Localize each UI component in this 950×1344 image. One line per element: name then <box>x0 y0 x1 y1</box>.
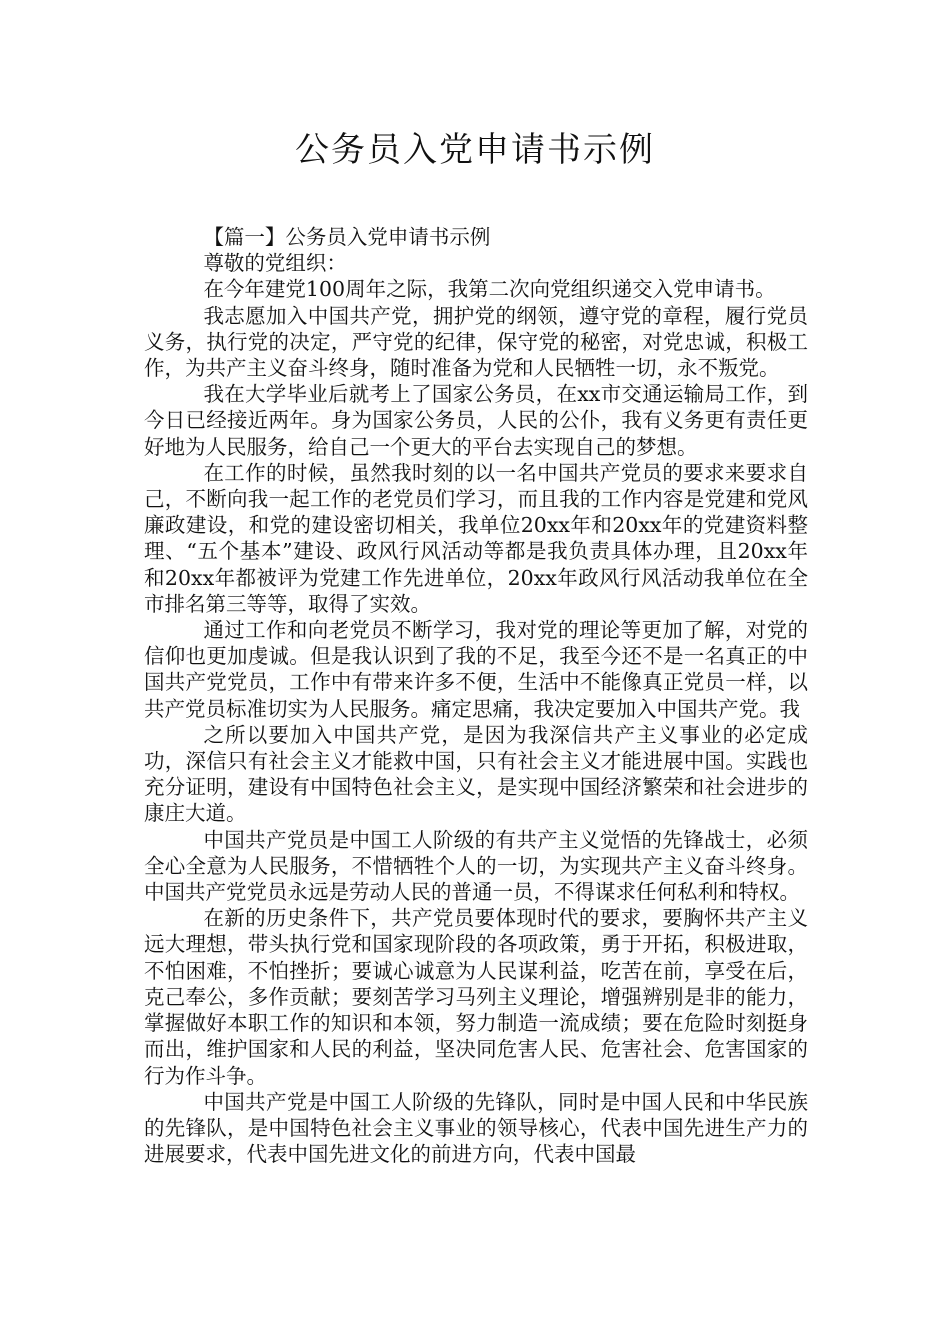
paragraph: 在工作的时候，虽然我时刻的以一名中国共产党员的要求来要求自己，不断向我一起工作的老党员们学习，而且我的工作内容是党建和党风廉政建设，和党的建设密切相关，我单位20xx年和20xx年的党建资料整理、“五个基本”建设、政风行风活动等都是我负责具体办理，且20xx年和20xx年都被评为党建工作先进单位，20xx年政风行风活动我单位在全市排名第三等等，取得了实效。 <box>144 460 808 616</box>
paragraph: 我在大学毕业后就考上了国家公务员，在xx市交通运输局工作，到今日已经接近两年。身为国家公务员，人民的公仆，我有义务更有责任更好地为人民服务，给自己一个更大的平台去实现自己的梦想。 <box>144 382 808 459</box>
salutation: 尊敬的党组织： <box>203 251 347 276</box>
document-body <box>144 224 808 1167</box>
document-title: 公务员入党申请书示例 <box>295 130 655 170</box>
section-heading: 【篇一】公务员入党申请书示例 <box>203 225 491 249</box>
paragraph: 在新的历史条件下，共产党员要体现时代的要求，要胸怀共产主义远大理想，带头执行党和国家现阶段的各项政策，勇于开拓，积极进取，不怕困难，不怕挫折；要诚心诚意为人民谋利益，吃苦在前，享受在后，克己奉公，多作贡献；要刻苦学习马列主义理论，增强辨别是非的能力，掌握做好本职工作的知识和本领，努力制造一流成绩；要在危险时刻挺身而出，维护国家和人民的利益，坚决同危害人民、危害社会、危害国家的行为作斗争。 <box>144 906 808 1088</box>
paragraph: 通过工作和向老党员不断学习，我对党的理论等更加了解，对党的信仰也更加虔诚。但是我认识到了我的不足，我至今还不是一名真正的中国共产党党员，工作中有带来许多不便，生活中不能像真正党员一样，以共产党员标准切实为人民服务。痛定思痛，我决定要加入中国共产党。我 <box>144 618 808 721</box>
paragraph: 中国共产党是中国工人阶级的先锋队，同时是中国人民和中华民族的先锋队，是中国特色社会主义事业的领导核心，代表中国先进生产力的进展要求，代表中国先进文化的前进方向，代表中国最 <box>144 1089 808 1167</box>
paragraph: 我志愿加入中国共产党，拥护党的纲领，遵守党的章程，履行党员义务，执行党的决定，严守党的纪律，保守党的秘密，对党忠诚，积极工作，为共产主义奋斗终身，随时准备为党和人民牺牲一切，永不叛党。 <box>144 303 808 381</box>
paragraph: 之所以要加入中国共产党，是因为我深信共产主义事业的必定成功，深信只有社会主义才能救中国，只有社会主义才能进展中国。实践也充分证明，建设有中国特色社会主义，是实现中国经济繁荣和社会进步的康庄大道。 <box>144 722 808 826</box>
paragraph: 在今年建党100周年之际，我第二次向党组织递交入党申请书。 <box>203 277 776 302</box>
paragraph: 中国共产党员是中国工人阶级的有共产主义觉悟的先锋战士，必须全心全意为人民服务，不惜牺牲个人的一切，为实现共产主义奋斗终身。中国共产党党员永远是劳动人民的普通一员，不得谋求任何私利和特权。 <box>144 827 808 905</box>
